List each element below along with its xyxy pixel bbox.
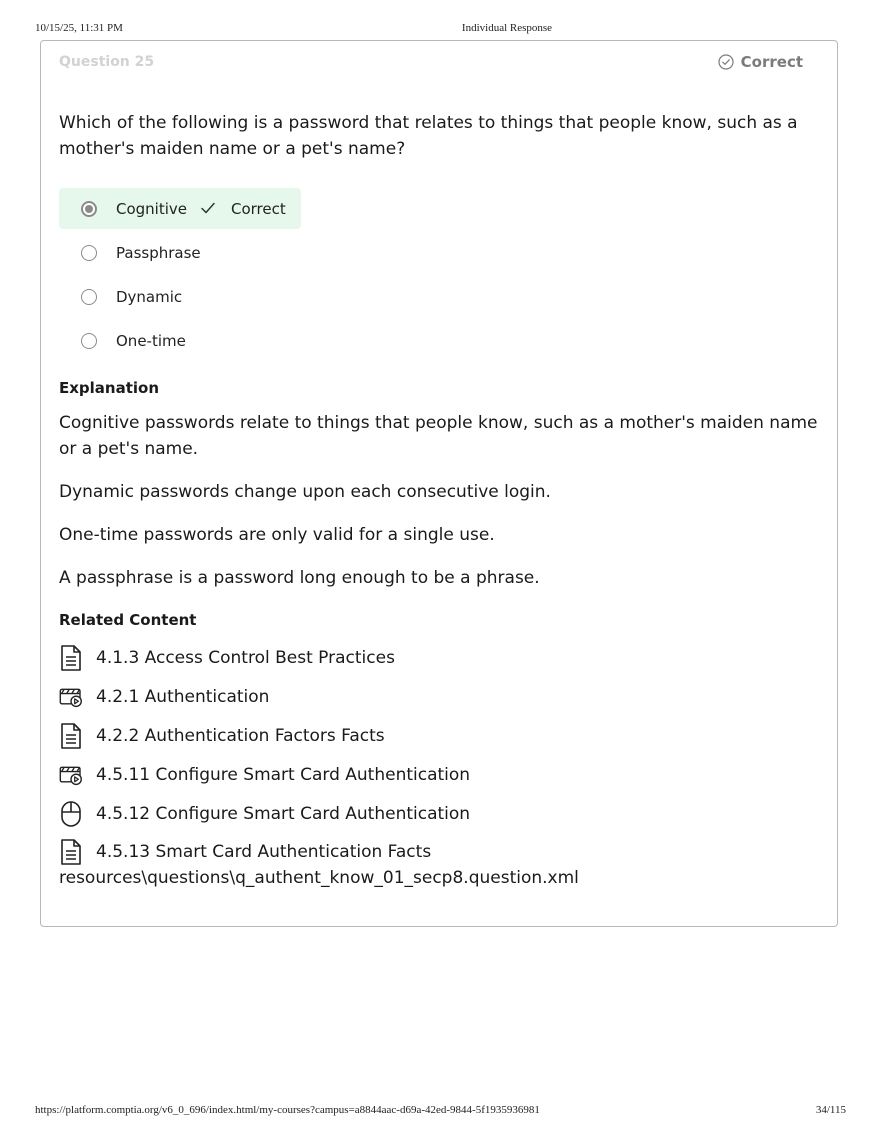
related-item-label[interactable]: 4.5.12 Configure Smart Card Authentication [96,803,471,824]
option-label: Passphrase [116,243,201,262]
radio-unselected[interactable] [81,333,97,349]
checkmark-icon [199,199,217,221]
option-label: Dynamic [116,288,183,306]
resource-path: resources\questions\q_authent_know_01_secp8.question.xml [59,868,579,888]
mouse-icon [59,800,83,828]
explanation-heading: Explanation [59,379,160,397]
explanation-paragraph: One-time passwords are only valid for a single use. [59,525,495,545]
related-content-heading: Related Content [59,611,197,629]
status-badge [718,53,803,71]
document-icon [59,722,83,750]
page-number: 34/115 [815,1104,846,1116]
related-item-label[interactable]: 4.5.11 Configure Smart Card Authentication [96,764,471,785]
related-item[interactable] [59,755,759,794]
check-circle-icon [718,54,734,70]
document-icon [59,838,83,866]
answer-option-one-time[interactable] [59,318,359,364]
answer-option-cognitive[interactable] [59,188,301,229]
related-item[interactable] [59,639,759,678]
status-label: Correct [740,53,803,71]
related-item-label[interactable]: 4.2.2 Authentication Factors Facts [96,725,385,746]
related-item-label[interactable]: 4.1.3 Access Control Best Practices [96,648,395,669]
radio-selected[interactable] [81,201,97,217]
explanation-paragraph: Dynamic passwords change upon each consecutive login. [59,482,551,502]
related-item[interactable] [59,794,759,833]
radio-unselected[interactable] [81,245,97,261]
answer-option-dynamic[interactable] [59,276,359,318]
related-item-label[interactable]: 4.2.1 Authentication [96,687,270,708]
related-item[interactable] [59,833,759,872]
related-item[interactable] [59,678,759,717]
document-icon [59,644,83,672]
related-content-list [59,639,759,872]
radio-unselected[interactable] [81,289,97,305]
question-number: Question 25 [59,54,155,70]
correct-indicator: Correct [231,199,286,218]
print-url: https://platform.comptia.org/v6_0_696/index.html/my-courses?campus=a8844aac-d69a-42ed-9844-5f1935936981 [35,1104,540,1116]
video-icon [59,761,83,789]
related-item-label[interactable]: 4.5.13 Smart Card Authentication Facts [96,842,432,863]
option-label: Cognitive [116,199,188,218]
print-title: Individual Response [461,22,553,34]
answer-option-passphrase[interactable] [59,229,359,276]
explanation-paragraph: A passphrase is a password long enough to be a phrase. [59,568,540,588]
answer-options [59,188,359,364]
question-card [40,40,838,927]
explanation-paragraph: Cognitive passwords relate to things that people know, such as a mother's maiden name or a pet's name. [59,413,818,459]
print-datetime: 10/15/25, 11:31 PM [35,22,123,34]
option-label: One-time [116,332,186,350]
video-icon [59,683,83,711]
related-item[interactable] [59,717,759,756]
question-text: Which of the following is a password that relates to things that people know, such as a mother's maiden name or a pet's name? [59,113,798,159]
